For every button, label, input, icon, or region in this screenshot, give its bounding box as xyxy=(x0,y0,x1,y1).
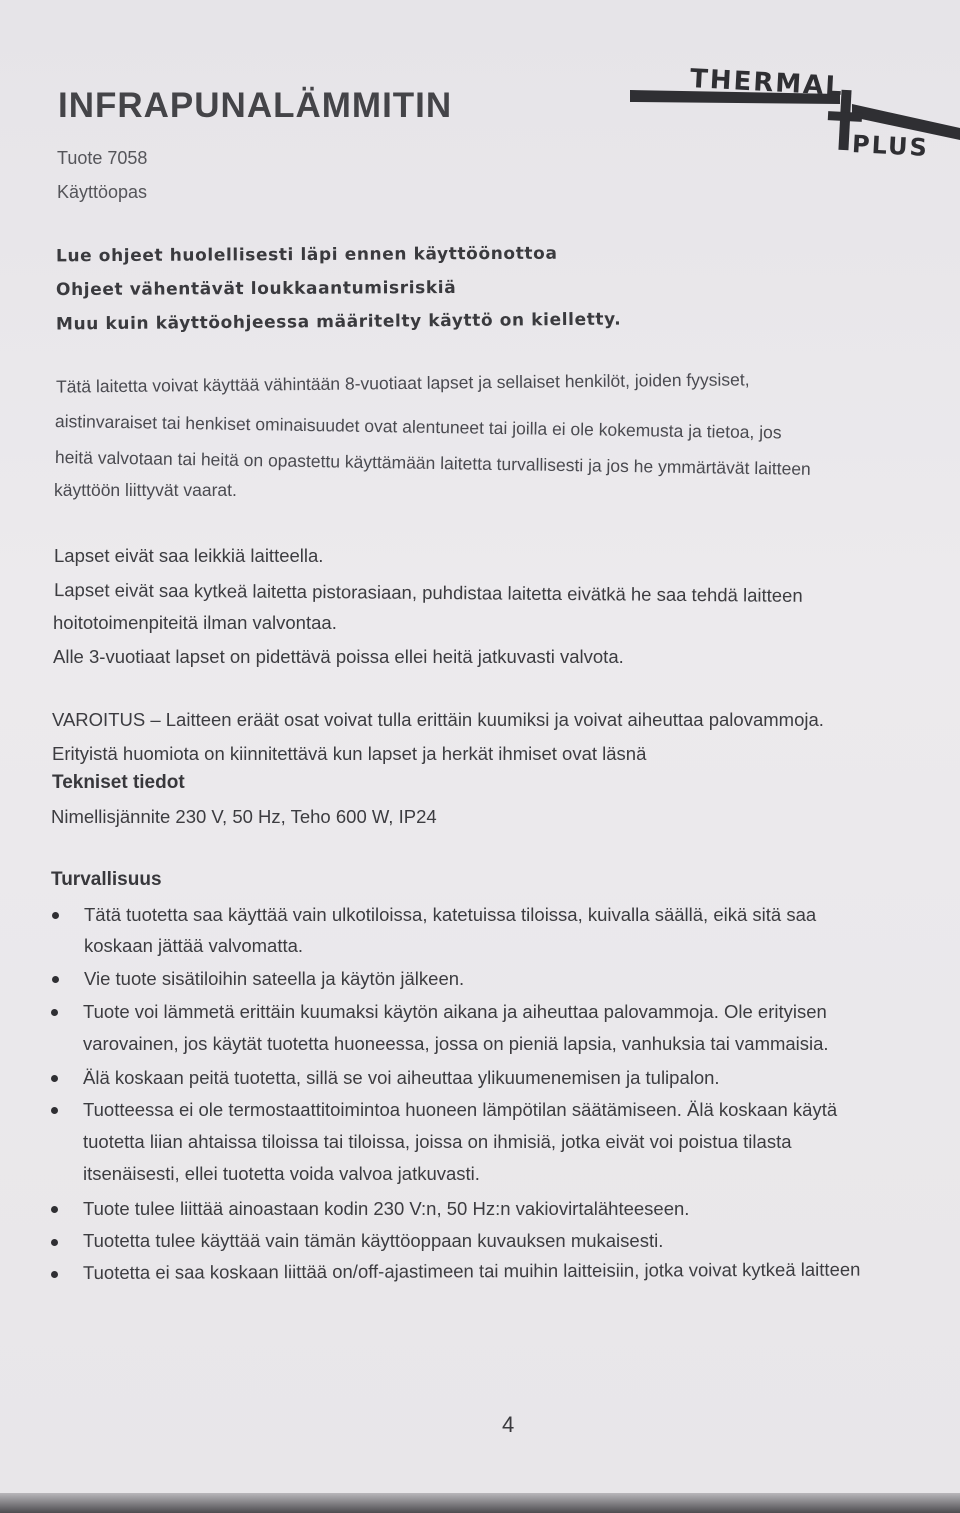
children-line: Lapset eivät saa kytkeä laitetta pistorasiaan, puhdistaa laitetta eivätkä he saa tehdä laitteen xyxy=(53,579,803,606)
safety-bullet-line: Tuotetta ei saa koskaan liittää on/off-ajastimeen tai muihin laitteisiin, jotka voivat kytkeä laitteen xyxy=(82,1258,861,1283)
caution-line: Erityistä huomiota on kiinnitettävä kun lapset ja herkät ihmiset ovat läsnä xyxy=(52,743,647,764)
safety-bullet-line: koskaan jättää valvomatta. xyxy=(84,935,304,956)
page-edge-shadow xyxy=(0,1493,960,1513)
bullet-icon xyxy=(51,1107,58,1114)
bullet-icon xyxy=(51,1239,58,1246)
safety-heading: Turvallisuus xyxy=(51,869,162,890)
logo-text-top: THERMAL xyxy=(689,63,845,103)
children-line: Alle 3-vuotiaat lapset on pidettävä poissa ellei heitä jatkuvasti valvota. xyxy=(53,646,624,667)
safety-bullet-line: Tätä tuotetta saa käyttää vain ulkotiloissa, katetuissa tiloissa, kuivalla säällä, eikä sitä saa xyxy=(84,904,817,925)
caution-line: VAROITUS – Laitteen eräät osat voivat tulla erittäin kuumiksi ja voivat aiheuttaa palovammoja. xyxy=(52,709,824,730)
safety-bullet-line: Tuotetta tulee käyttää vain tämän käyttöoppaan kuvauksen mukaisesti. xyxy=(83,1230,664,1251)
intro-line: heitä valvotaan tai heitä on opastettu käyttämään laitetta turvallisesti ja jos he ymmärtävät laitteen xyxy=(54,447,811,479)
safety-bullet-line: varovainen, jos käytät tuotetta huoneessa, jossa on pieniä lapsia, vanhuksia tai vammaisia. xyxy=(83,1033,829,1054)
safety-bullet-line: Tuote voi lämmetä erittäin kuumaksi käytön aikana ja aiheuttaa palovammoja. Ole erityisen xyxy=(83,1001,827,1022)
safety-bullet-line: tuotetta liian ahtaissa tiloissa tai tiloissa, joissa on ihmisiä, jotka eivät voi poistua tilasta xyxy=(83,1131,792,1152)
bullet-icon xyxy=(51,1206,58,1213)
safety-bullet-line: Tuotteessa ei ole termostaattitoimintoa huoneen lämpötilan säätämiseen. Älä koskaan käytä xyxy=(83,1099,838,1120)
bullet-icon xyxy=(51,1271,58,1278)
document-title: INFRAPUNALÄMMITIN xyxy=(58,86,453,125)
tech-spec: Nimellisjännite 230 V, 50 Hz, Teho 600 W, IP24 xyxy=(51,806,437,827)
bullet-icon xyxy=(51,1009,58,1016)
safety-bullet-line: Älä koskaan peitä tuotetta, sillä se voi aiheuttaa ylikuumenemisen ja tulipalon. xyxy=(83,1067,720,1088)
bullet-icon xyxy=(52,912,59,919)
intro-line: aistinvaraiset tai henkiset ominaisuudet ovat alentuneet tai joilla ei ole kokemusta ja tietoa, jos xyxy=(54,411,782,443)
bullet-icon xyxy=(51,1075,58,1082)
intro-line: käyttöön liittyvät vaarat. xyxy=(54,480,237,500)
page-number: 4 xyxy=(502,1412,515,1437)
safety-bullet-line: Tuote tulee liittää ainoastaan kodin 230 V:n, 50 Hz:n vakiovirtalähteeseen. xyxy=(83,1198,690,1219)
safety-bullet-line: Vie tuote sisätiloihin sateella ja käytön jälkeen. xyxy=(84,968,465,989)
document-type: Käyttöopas xyxy=(57,182,148,202)
tech-heading: Tekniset tiedot xyxy=(52,772,185,793)
product-number: Tuote 7058 xyxy=(57,148,148,168)
safety-bullet-line: itsenäisesti, ellei tuotetta voida valvoa jatkuvasti. xyxy=(83,1163,480,1184)
bullet-icon xyxy=(52,976,59,983)
warning-line: Ohjeet vähentävät loukkaantumisriskiä xyxy=(55,277,457,301)
intro-line: Tätä laitetta voivat käyttää vähintään 8-vuotiaat lapset ja sellaiset henkilöt, joiden fyysiset, xyxy=(55,369,750,397)
warning-line: Muu kuin käyttöohjeessa määritelty käyttö on kielletty. xyxy=(55,309,622,335)
children-line: Lapset eivät saa leikkiä laitteella. xyxy=(54,545,324,566)
logo-text-bottom: PLUS xyxy=(851,130,930,162)
children-line: hoitotoimenpiteitä ilman valvontaa. xyxy=(53,612,337,633)
warning-line: Lue ohjeet huolellisesti läpi ennen käyttöönottoa xyxy=(55,243,558,267)
